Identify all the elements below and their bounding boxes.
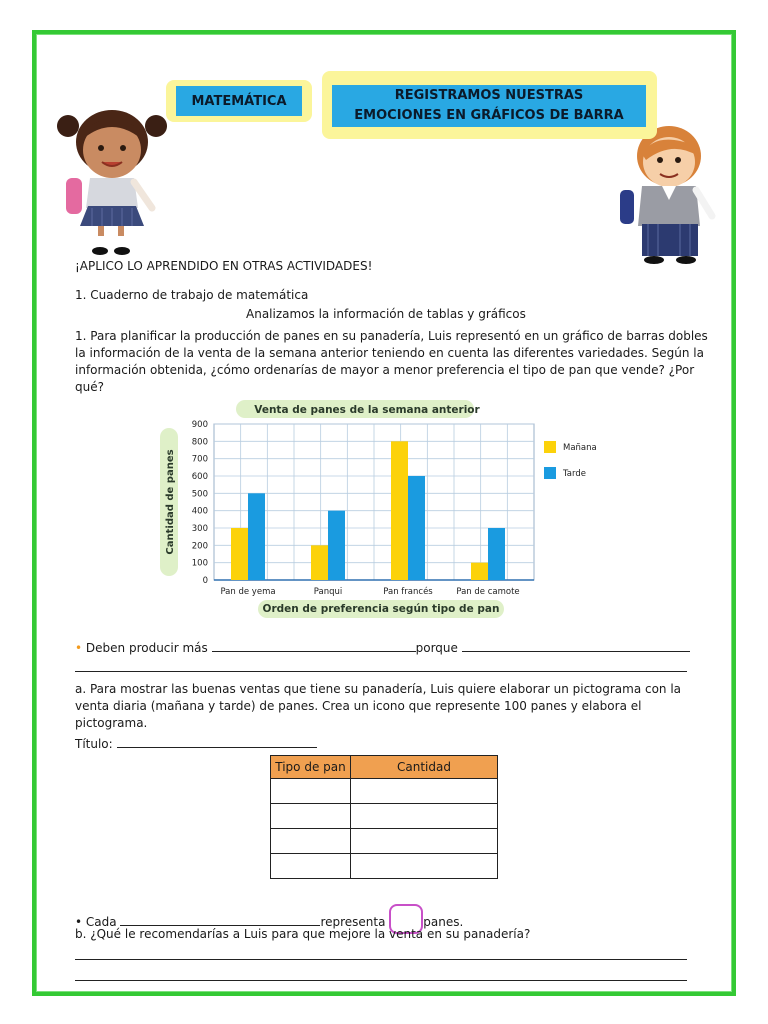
bar-chart xyxy=(150,396,630,624)
each-middle: representa xyxy=(320,915,386,929)
y-tick-label: 400 xyxy=(191,506,208,517)
y-tick-label: 300 xyxy=(191,524,208,534)
page-title xyxy=(332,85,646,127)
girl-illustration xyxy=(52,108,172,258)
table-row xyxy=(271,829,498,854)
subheading: Analizamos la información de tablas y gráficos xyxy=(246,307,526,321)
answer-b-line-2[interactable] xyxy=(75,980,687,981)
answer-b-line-1[interactable] xyxy=(75,959,687,960)
x-axis-label: Orden de preferencia según tipo de pan xyxy=(262,603,500,615)
table-cell[interactable] xyxy=(351,779,498,804)
table-header-type: Tipo de pan xyxy=(271,756,351,779)
question-1-line2: la información de la venta de la semana anterior teniendo en cuenta las diferentes variedades. Según la xyxy=(75,346,704,360)
legend-swatch-mañana xyxy=(544,441,556,453)
y-tick-label: 600 xyxy=(191,472,208,482)
y-tick-label: 900 xyxy=(191,420,208,430)
title-field-blank[interactable] xyxy=(117,735,317,748)
page-title-line2: EMOCIONES EN GRÁFICOS DE BARRA xyxy=(354,108,624,123)
table-row xyxy=(271,779,498,804)
bullet: • xyxy=(75,915,83,929)
question-b: b. ¿Qué le recomendarías a Luis para que mejore la venta en su panadería? xyxy=(75,927,531,941)
table-cell[interactable] xyxy=(351,854,498,879)
bullet: • xyxy=(75,641,83,655)
bar-mañana xyxy=(391,441,408,580)
y-tick-label: 800 xyxy=(191,437,208,448)
table-row xyxy=(271,804,498,829)
answer-1-prefix: Deben producir más xyxy=(85,641,208,655)
table-cell[interactable] xyxy=(351,829,498,854)
question-a-line3: pictograma. xyxy=(75,716,148,730)
y-tick-label: 700 xyxy=(191,454,208,465)
bar-tarde xyxy=(248,493,265,580)
answer-1-middle: porque xyxy=(415,641,458,655)
answer-1-blank-2[interactable] xyxy=(462,639,690,652)
each-prefix: Cada xyxy=(85,915,117,929)
y-tick-label: 0 xyxy=(202,576,208,586)
x-tick-label: Pan de camote xyxy=(456,587,520,597)
y-tick-label: 500 xyxy=(191,489,208,500)
pictogram-table xyxy=(270,755,498,879)
title-field-label: Título: xyxy=(75,737,113,751)
table-cell[interactable] xyxy=(271,804,351,829)
chart-title: Venta de panes de la semana anterior xyxy=(254,404,480,416)
subject-title: MATEMÁTICA xyxy=(176,86,302,116)
y-tick-label: 100 xyxy=(191,558,208,569)
table-header-row xyxy=(271,756,498,779)
title-field-row xyxy=(75,735,317,753)
bar-mañana xyxy=(311,545,328,580)
table-cell[interactable] xyxy=(351,804,498,829)
x-tick-label: Pan de yema xyxy=(220,587,276,597)
section-heading: ¡APLICO LO APRENDIDO EN OTRAS ACTIVIDADES! xyxy=(75,259,373,273)
question-1-line4: qué? xyxy=(75,380,104,394)
each-blank[interactable] xyxy=(120,913,320,926)
answer-1-blank-1[interactable] xyxy=(212,639,416,652)
page-title-line1: REGISTRAMOS NUESTRAS xyxy=(394,88,584,103)
x-tick-label: Pan francés xyxy=(383,587,433,597)
table-row xyxy=(271,854,498,879)
item-1: 1. Cuaderno de trabajo de matemática xyxy=(75,288,309,302)
y-tick-label: 200 xyxy=(191,541,208,552)
x-tick-label: Panqui xyxy=(313,587,343,597)
table-cell[interactable] xyxy=(271,854,351,879)
bar-tarde xyxy=(328,511,345,580)
answer-1-line[interactable] xyxy=(75,671,687,672)
table-cell[interactable] xyxy=(271,829,351,854)
table-header-quantity: Cantidad xyxy=(351,756,498,779)
question-1-line1: 1. Para planificar la producción de panes en su panadería, Luis representó en un gráfico de barras dobles xyxy=(75,329,708,343)
bar-tarde xyxy=(488,528,505,580)
legend-swatch-tarde xyxy=(544,467,556,479)
legend-label: Mañana xyxy=(563,443,597,453)
boy-illustration xyxy=(612,120,722,266)
legend-label: Tarde xyxy=(563,469,586,479)
question-a-line2: venta diaria (mañana y tarde) de panes. Crea un icono que represente 100 panes y elabora el xyxy=(75,699,642,713)
each-suffix: panes. xyxy=(423,915,464,929)
bar-tarde xyxy=(408,476,425,580)
question-a-line1: a. Para mostrar las buenas ventas que tiene su panadería, Luis quiere elaborar un pictograma con la xyxy=(75,682,682,696)
y-axis-label: Cantidad de panes xyxy=(165,449,176,555)
bar-mañana xyxy=(471,563,488,580)
table-cell[interactable] xyxy=(271,779,351,804)
question-1-line3: información obtenida, ¿cómo ordenarías de mayor a menor preferencia el tipo de pan que vende? ¿Por xyxy=(75,363,695,377)
bar-mañana xyxy=(231,528,248,580)
answer-1-row xyxy=(75,639,690,657)
